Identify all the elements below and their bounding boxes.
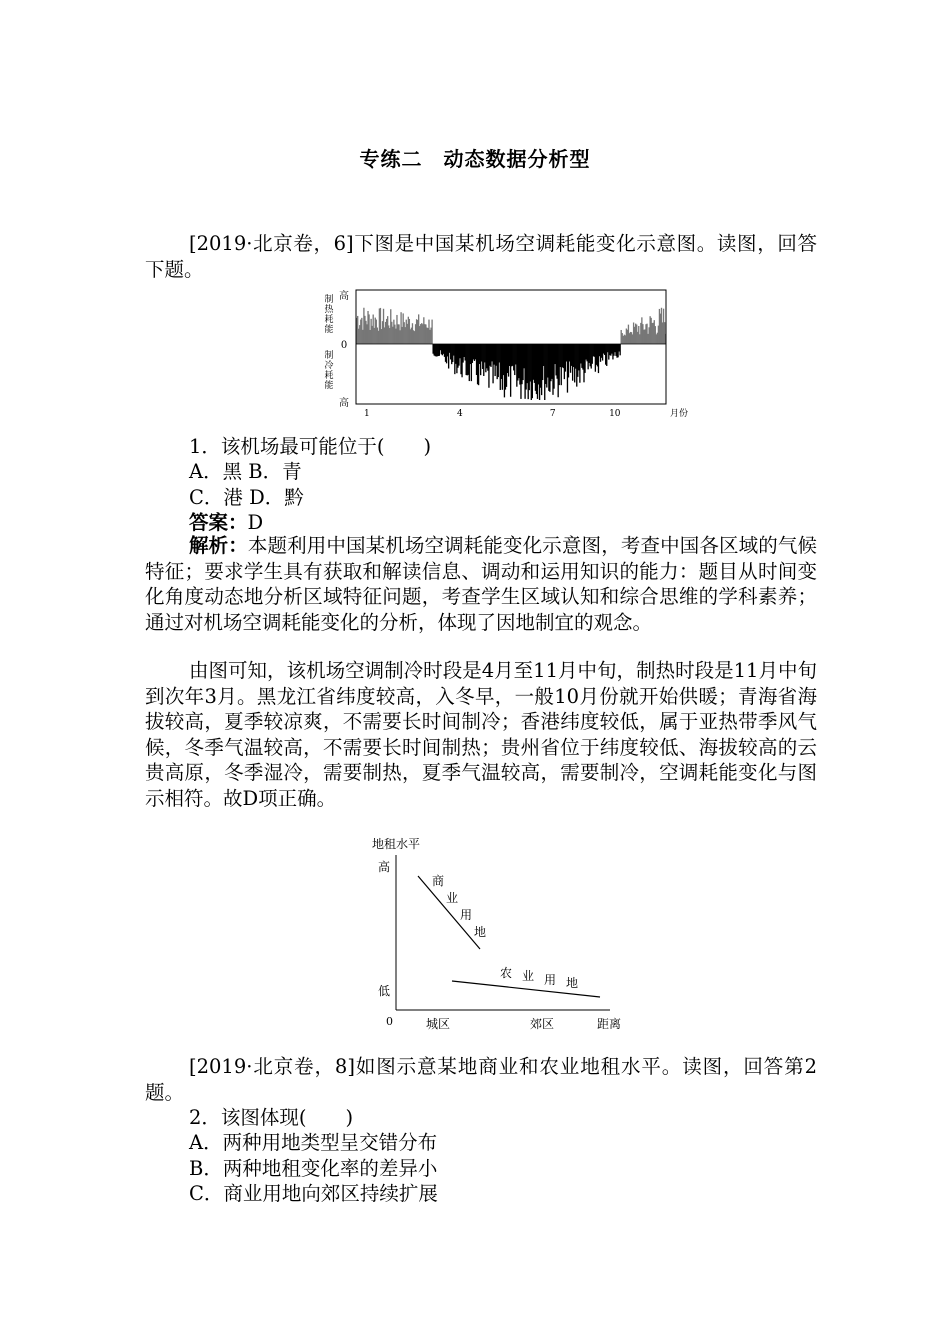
page-title: 专练二 动态数据分析型	[359, 147, 591, 171]
q2-option-a: A．两种用地类型呈交错分布	[189, 1131, 438, 1154]
answer-value: D	[247, 511, 264, 534]
x-tick-label: 4	[457, 409, 463, 419]
y-label-char: 制	[324, 351, 334, 361]
x-tick-label: 7	[549, 409, 556, 419]
answer-label: 答案：	[189, 511, 248, 534]
y-label-heating	[324, 293, 334, 335]
y-high-bottom: 高	[339, 398, 349, 409]
commercial-char-1: 商	[432, 874, 445, 888]
agri-char-1: 农	[500, 966, 513, 980]
x-unit: 距离	[597, 1017, 622, 1031]
y-zero: 0	[340, 340, 348, 351]
x-unit: 月份	[670, 409, 689, 419]
y-high: 高	[378, 860, 391, 874]
q1-stem: 1．该机场最可能位于( )	[189, 435, 432, 458]
q2-option-b: B．两种地租变化率的差异小	[189, 1157, 438, 1180]
q1-intro: [2019·北京卷，6]下图是中国某机场空调耗能变化示意图。读图，回答下题。	[145, 232, 817, 281]
q1-analysis	[145, 533, 817, 635]
q1-options-cd: C．港 D．黔	[189, 486, 304, 509]
agricultural-label	[500, 966, 578, 990]
agri-char-4: 地	[566, 976, 579, 990]
y-label-char: 耗	[324, 371, 334, 381]
y-label-char: 热	[324, 305, 334, 315]
commercial-char-4: 地	[474, 925, 487, 939]
x-tick-label: 10	[609, 409, 621, 419]
heating-bar	[431, 320, 432, 344]
q1-options-ab: A．黑 B．青	[189, 460, 302, 483]
x-tick-label: 1	[364, 409, 370, 419]
q2-option-c: C．商业用地向郊区持续扩展	[189, 1182, 438, 1205]
agri-char-2: 业	[522, 969, 535, 983]
q2-stem: 2．该图体现( )	[189, 1106, 354, 1129]
analysis-label: 解析：	[189, 534, 248, 557]
x-label-urban: 城区	[426, 1017, 451, 1031]
y-high-top: 高	[339, 291, 349, 302]
commercial-char-2: 业	[446, 891, 459, 905]
energy-bars	[356, 308, 666, 400]
commercial-label	[432, 873, 486, 939]
q1-analysis-2: 由图可知，该机场空调制冷时段是4月至11月中旬，制热时段是11月中旬到次年3月。黑龙江省纬度较高，入冬早，一般10月份就开始供暖；青海省海拔较高，夏季较凉爽，不需要长时间制冷；香港纬度较低，属于亚热带季风气候，冬季气温较高，不需要长时间制热；贵州省位于纬度较低、海拔较高的云贵高原，冬季湿冷，需要制热，夏季气温较高，需要制冷，空调耗能变化与图示相符。故D项正确。	[145, 659, 817, 810]
x-ticks	[364, 409, 621, 419]
y-label-char: 冷	[324, 361, 334, 371]
y-label-char: 能	[324, 381, 334, 391]
agri-char-3: 用	[544, 973, 557, 987]
y-label-char: 能	[324, 325, 334, 335]
commercial-char-3: 用	[460, 908, 473, 922]
x-label-suburb: 郊区	[530, 1017, 555, 1031]
y-axis-title: 地租水平	[372, 837, 421, 851]
cooling-bar	[620, 344, 621, 355]
y-low: 低	[378, 984, 391, 998]
q1-answer	[189, 510, 263, 536]
y-label-char: 耗	[324, 315, 334, 325]
analysis-text: 本题利用中国某机场空调耗能变化示意图，考查中国各区域的气候特征；要求学生具有获取和解读信息、调动和运用知识的能力：题目从时间变化角度动态地分析区域特征问题，考查学生区域认知和综合思维的学科素养；通过对机场空调耗能变化的分析，体现了因地制宜的观念。	[145, 534, 817, 634]
land-rent-chart	[368, 835, 628, 1035]
y-label-cooling	[324, 349, 333, 391]
q2-intro: [2019·北京卷，8]如图示意某地商业和农业地租水平。读图，回答第2题。	[145, 1055, 817, 1104]
origin-label: 0	[386, 1015, 393, 1028]
y-label-char: 制	[324, 295, 334, 305]
ac-energy-chart	[320, 286, 689, 420]
